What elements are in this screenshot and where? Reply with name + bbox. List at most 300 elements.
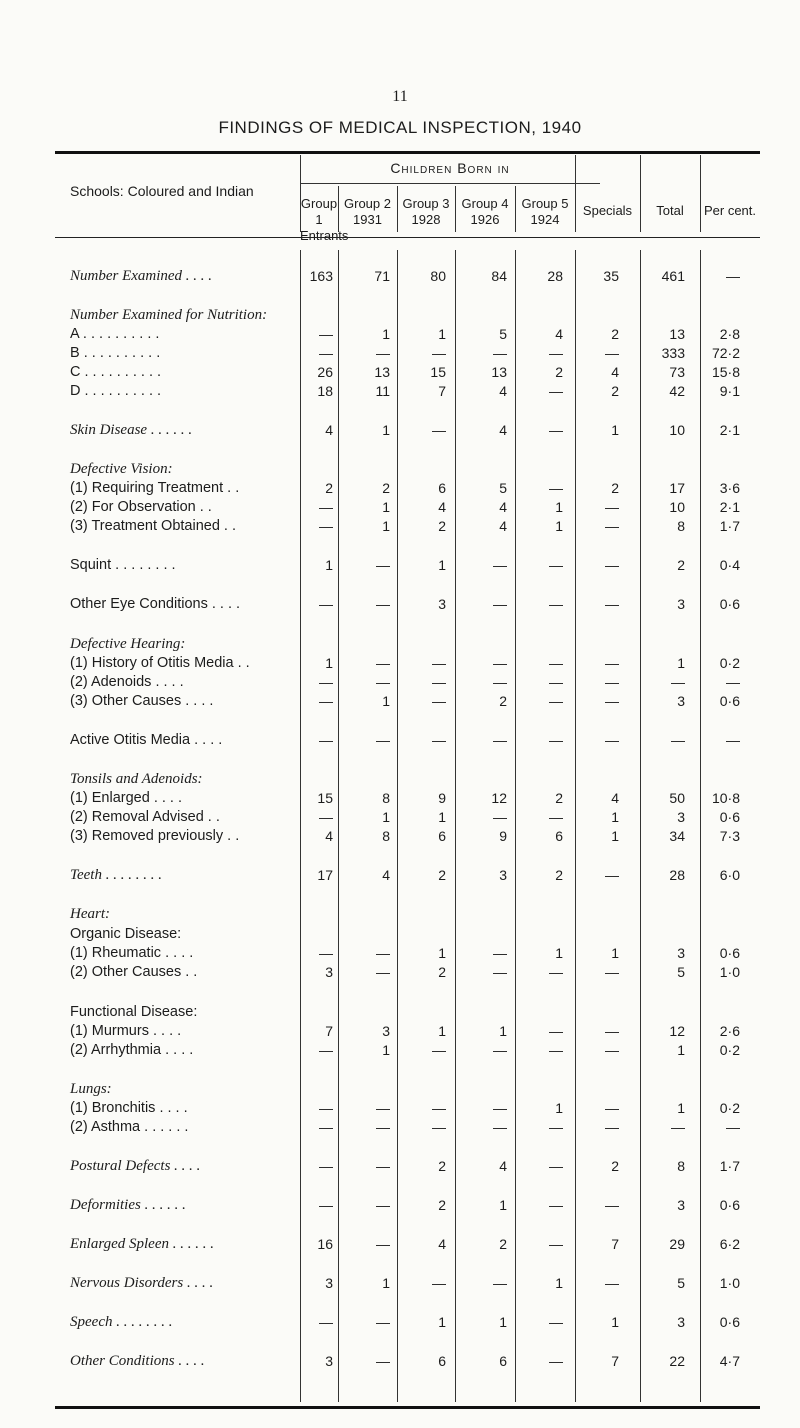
table-row (55, 926, 760, 946)
table-cell: 1 (438, 557, 446, 573)
table-cell: 17 (317, 867, 333, 883)
table-cell: — (605, 732, 619, 748)
table-cell: 22 (669, 1353, 685, 1369)
table-row (55, 480, 760, 500)
row-label: Organic Disease: (70, 926, 182, 942)
table-cell: — (726, 732, 740, 748)
table-cell: 4 (611, 790, 619, 806)
table-cell: 9 (499, 828, 507, 844)
table-cell: 1 (555, 1100, 563, 1116)
table-cell: 3 (438, 596, 446, 612)
table-cell: 1 (677, 1042, 685, 1058)
header-rule (55, 237, 760, 238)
table-cell: 35 (603, 268, 619, 284)
table-cell: 1 (499, 1314, 507, 1330)
table-cell: — (493, 557, 507, 573)
table-cell: 1 (438, 1023, 446, 1039)
table-cell: 2 (325, 480, 333, 496)
table-cell: — (549, 1119, 563, 1135)
table-cell: 13 (374, 364, 390, 380)
table-cell: — (549, 345, 563, 361)
column-header-line1: Total (656, 203, 684, 218)
row-label: D . . . . . . . . . . (70, 383, 162, 399)
table-cell: — (432, 674, 446, 690)
table-cell: 2 (555, 790, 563, 806)
table-cell: — (319, 1119, 333, 1135)
table-cell: 15 (317, 790, 333, 806)
table-cell: 28 (669, 867, 685, 883)
table-cell: 1·7 (719, 1158, 740, 1174)
table-cell: 7 (611, 1353, 619, 1369)
table-cell: — (605, 1100, 619, 1116)
table-cell: — (319, 809, 333, 825)
row-label: (2) Adenoids . . . . (70, 674, 184, 690)
table-cell: — (493, 674, 507, 690)
table-cell: — (605, 964, 619, 980)
table-cell: — (432, 345, 446, 361)
table-cell: 1·7 (719, 518, 740, 534)
table-cell: 0·6 (719, 596, 740, 612)
table-row (55, 364, 760, 384)
table-cell: 0·6 (719, 1314, 740, 1330)
table-cell: — (493, 732, 507, 748)
table-row (55, 326, 760, 346)
table-cell: — (376, 1353, 390, 1369)
table-cell: — (376, 1100, 390, 1116)
table-cell: 1 (677, 655, 685, 671)
table-cell: 4 (499, 383, 507, 399)
table-cell: 15 (430, 364, 446, 380)
table-cell: 4 (555, 326, 563, 342)
table-row (55, 636, 760, 656)
table-cell: — (605, 867, 619, 883)
row-label: (2) For Observation . . (70, 499, 212, 515)
table-cell: 8 (382, 828, 390, 844)
table-cell: — (319, 693, 333, 709)
page-title: FINDINGS OF MEDICAL INSPECTION, 1940 (218, 118, 582, 137)
table-row (55, 693, 760, 713)
row-label: (2) Asthma . . . . . . (70, 1119, 189, 1135)
table-cell: 1 (555, 499, 563, 515)
table-cell: — (549, 809, 563, 825)
table-row (55, 422, 760, 442)
row-label: Heart: (70, 906, 110, 922)
table-cell: 1 (611, 828, 619, 844)
row-label: Defective Hearing: (70, 636, 186, 652)
table-cell: 73 (669, 364, 685, 380)
table-cell: 3 (677, 945, 685, 961)
table-cell: — (319, 732, 333, 748)
table-cell: 8 (677, 1158, 685, 1174)
table-cell: 1·0 (719, 1275, 740, 1291)
table-cell: 0·6 (719, 809, 740, 825)
table-cell: 71 (374, 268, 390, 284)
column-header-line2: Entrants (300, 228, 349, 243)
column-header (515, 196, 575, 228)
row-label: Tonsils and Adenoids: (70, 771, 203, 787)
table-cell: 2 (499, 1236, 507, 1252)
table-cell: — (605, 499, 619, 515)
table-cell: 3 (325, 1353, 333, 1369)
row-label: (2) Other Causes . . (70, 964, 198, 980)
table-cell: — (549, 674, 563, 690)
table-cell: — (549, 422, 563, 438)
table-cell: 2·8 (719, 326, 740, 342)
table-cell: 6 (438, 480, 446, 496)
table-row (55, 1275, 760, 1295)
table-row (55, 383, 760, 403)
row-label: (1) Murmurs . . . . (70, 1023, 182, 1039)
table-cell: 3·6 (719, 480, 740, 496)
row-label: (2) Removal Advised . . (70, 809, 220, 825)
table-cell: 10 (669, 499, 685, 515)
table-row (55, 1314, 760, 1334)
table-cell: — (376, 674, 390, 690)
table-cell: 13 (669, 326, 685, 342)
table-cell: 1 (438, 945, 446, 961)
table-cell: 0·6 (719, 693, 740, 709)
table-cell: 0·2 (719, 655, 740, 671)
table-row (55, 345, 760, 365)
column-rule (300, 155, 301, 232)
table-row (55, 1004, 760, 1024)
table-row (55, 1197, 760, 1217)
table-cell: — (493, 964, 507, 980)
table-cell: 3 (677, 1314, 685, 1330)
table-cell: 84 (491, 268, 507, 284)
table-cell: 8 (677, 518, 685, 534)
table-cell: 7 (438, 383, 446, 399)
row-label: Defective Vision: (70, 461, 173, 477)
table-row (55, 1119, 760, 1139)
row-label: (1) Enlarged . . . . (70, 790, 183, 806)
table-cell: 3 (677, 693, 685, 709)
table-cell: 11 (375, 383, 390, 399)
column-header (700, 203, 760, 219)
table-cell: — (493, 1100, 507, 1116)
table-cell: 5 (499, 480, 507, 496)
column-header (338, 196, 397, 228)
table-cell: 28 (547, 268, 563, 284)
row-label: Teeth . . . . . . . . (70, 867, 162, 883)
table-cell: 1 (382, 499, 390, 515)
table-row (55, 1042, 760, 1062)
table-row (55, 307, 760, 327)
table-cell: — (319, 945, 333, 961)
table-cell: 2 (438, 867, 446, 883)
table-cell: 2 (611, 480, 619, 496)
row-label: Deformities . . . . . . (70, 1197, 186, 1213)
table-cell: 1 (611, 945, 619, 961)
table-cell: — (493, 655, 507, 671)
row-label: (3) Other Causes . . . . (70, 693, 214, 709)
top-rule (55, 151, 760, 154)
row-label: Enlarged Spleen . . . . . . (70, 1236, 215, 1252)
table-row (55, 1081, 760, 1101)
table-cell: 6 (438, 1353, 446, 1369)
table-cell: — (319, 596, 333, 612)
table-cell: 4 (382, 867, 390, 883)
table-cell: 3 (325, 964, 333, 980)
table-cell: 4 (438, 1236, 446, 1252)
table-cell: 3 (677, 596, 685, 612)
column-header-line1: Specials (582, 203, 633, 218)
table-cell: 9·1 (719, 383, 740, 399)
table-cell: 4 (611, 364, 619, 380)
table-cell: — (319, 1158, 333, 1174)
table-row (55, 809, 760, 829)
row-label: (1) Bronchitis . . . . (70, 1100, 188, 1116)
table-cell: 0·6 (719, 945, 740, 961)
table-cell: 461 (661, 268, 685, 284)
table-cell: 12 (669, 1023, 685, 1039)
table-cell: — (432, 732, 446, 748)
column-header (640, 203, 700, 219)
table-row (55, 867, 760, 887)
table-cell: 1 (438, 1314, 446, 1330)
table-cell: 1·0 (719, 964, 740, 980)
table-cell: 42 (669, 383, 685, 399)
table-cell: 10·8 (711, 790, 740, 806)
table-row (55, 906, 760, 926)
column-rule (338, 186, 339, 232)
table-cell: 2 (438, 518, 446, 534)
column-header-line2: 1926 (470, 212, 500, 227)
table-cell: — (549, 1023, 563, 1039)
table-cell: 2 (677, 557, 685, 573)
table-cell: 1 (325, 655, 333, 671)
column-header-line2: 1924 (530, 212, 560, 227)
table-cell: 12 (491, 790, 507, 806)
table-cell: 4 (325, 422, 333, 438)
table-row (55, 964, 760, 984)
table-cell: 7·3 (719, 828, 740, 844)
table-cell: 2 (382, 480, 390, 496)
table-cell: — (605, 518, 619, 534)
table-cell: 4 (499, 518, 507, 534)
table-cell: 1 (382, 693, 390, 709)
table-cell: — (376, 945, 390, 961)
table-cell: 0·4 (719, 557, 740, 573)
table-row (55, 674, 760, 694)
table-cell: — (319, 326, 333, 342)
column-rule (397, 186, 398, 232)
table-cell: 6 (438, 828, 446, 844)
row-label: Other Eye Conditions . . . . (70, 596, 241, 612)
table-cell: 34 (669, 828, 685, 844)
table-cell: 6·2 (719, 1236, 740, 1252)
children-born-in-header: Children Born in (390, 160, 510, 176)
table-cell: — (549, 1236, 563, 1252)
table-cell: 2 (555, 364, 563, 380)
table-cell: — (376, 964, 390, 980)
table-cell: — (671, 1119, 685, 1135)
table-cell: 1 (611, 809, 619, 825)
table-cell: — (549, 1197, 563, 1213)
table-cell: 15·8 (711, 364, 740, 380)
table-row (55, 945, 760, 965)
table-cell: — (376, 1236, 390, 1252)
table-row (55, 1158, 760, 1178)
table-cell: 17 (669, 480, 685, 496)
table-row (55, 1100, 760, 1120)
table-cell: 1 (555, 945, 563, 961)
table-cell: 1 (382, 422, 390, 438)
table-cell: 1 (438, 326, 446, 342)
table-cell: — (432, 1119, 446, 1135)
row-label: Nervous Disorders . . . . (70, 1275, 214, 1291)
table-cell: 80 (430, 268, 446, 284)
column-header-line1: Group 1 (300, 196, 338, 227)
table-cell: — (493, 809, 507, 825)
table-cell: — (549, 732, 563, 748)
table-cell: — (432, 1275, 446, 1291)
table-cell: — (376, 1158, 390, 1174)
table-cell: 1 (382, 1042, 390, 1058)
table-cell: — (319, 499, 333, 515)
table-cell: 2 (438, 964, 446, 980)
table-cell: 1 (499, 1023, 507, 1039)
table-cell: — (605, 1275, 619, 1291)
column-header-line2: 1931 (353, 212, 382, 227)
table-cell: — (671, 732, 685, 748)
table-cell: — (549, 655, 563, 671)
table-cell: — (319, 1314, 333, 1330)
table-cell: — (376, 596, 390, 612)
table-cell: — (493, 1042, 507, 1058)
table-cell: 3 (382, 1023, 390, 1039)
column-header-line1: Group 2 (344, 196, 391, 211)
table-cell: — (605, 557, 619, 573)
table-cell: — (493, 945, 507, 961)
row-label: (1) History of Otitis Media . . (70, 655, 250, 671)
table-row (55, 771, 760, 791)
column-rule (455, 186, 456, 232)
row-label: Lungs: (70, 1081, 112, 1097)
table-cell: 13 (491, 364, 507, 380)
row-label: (2) Arrhythmia . . . . (70, 1042, 194, 1058)
table-cell: 5 (499, 326, 507, 342)
table-cell: — (432, 422, 446, 438)
table-cell: 1 (555, 1275, 563, 1291)
table-cell: — (549, 964, 563, 980)
column-header-line1: Group 5 (521, 196, 569, 211)
column-rule (700, 155, 701, 232)
table-cell: 10 (669, 422, 685, 438)
row-label: Other Conditions . . . . (70, 1353, 205, 1369)
table-cell: 50 (669, 790, 685, 806)
row-label: (3) Removed previously . . (70, 828, 240, 844)
table-cell: 7 (611, 1236, 619, 1252)
row-label: Skin Disease . . . . . . (70, 422, 193, 438)
table-cell: 6 (555, 828, 563, 844)
table-cell: — (493, 345, 507, 361)
table-row (55, 790, 760, 810)
column-header-line1: Group 3 (402, 196, 450, 211)
row-label: C . . . . . . . . . . (70, 364, 162, 380)
table-cell: 2 (611, 383, 619, 399)
table-cell: 3 (325, 1275, 333, 1291)
table-row (55, 1353, 760, 1373)
table-cell: — (319, 345, 333, 361)
table-cell: 4 (499, 422, 507, 438)
table-cell: — (432, 1042, 446, 1058)
table-cell: — (549, 1158, 563, 1174)
table-cell: — (319, 1042, 333, 1058)
table-cell: 1 (555, 518, 563, 534)
row-label: (1) Rheumatic . . . . (70, 945, 194, 961)
table-cell: 1 (382, 518, 390, 534)
table-row (55, 1023, 760, 1043)
table-cell: 29 (669, 1236, 685, 1252)
table-cell: — (376, 557, 390, 573)
column-header-line1: Group 4 (461, 196, 509, 211)
table-cell: — (376, 1197, 390, 1213)
table-cell: — (319, 518, 333, 534)
table-cell: — (376, 655, 390, 671)
table-cell: 0·2 (719, 1100, 740, 1116)
table-cell: — (432, 655, 446, 671)
table-cell: — (605, 1042, 619, 1058)
table-cell: — (726, 268, 740, 284)
table-cell: 333 (661, 345, 685, 361)
table-row (55, 828, 760, 848)
table-cell: — (493, 596, 507, 612)
table-cell: 2 (438, 1158, 446, 1174)
table-cell: — (605, 1119, 619, 1135)
table-cell: 8 (382, 790, 390, 806)
table-cell: — (432, 1100, 446, 1116)
table-cell: 18 (317, 383, 333, 399)
column-header (455, 196, 515, 228)
table-cell: 9 (438, 790, 446, 806)
table-cell: 2 (499, 693, 507, 709)
table-cell: — (605, 655, 619, 671)
table-row (55, 596, 760, 616)
table-cell: — (376, 732, 390, 748)
table-cell: — (549, 693, 563, 709)
column-header-line1: Per cent. (703, 203, 757, 218)
row-label: Active Otitis Media . . . . (70, 732, 223, 748)
table-cell: — (493, 1119, 507, 1135)
table-cell: 1 (611, 422, 619, 438)
table-row (55, 732, 760, 752)
row-label: B . . . . . . . . . . (70, 345, 161, 361)
children-header-rule (300, 183, 600, 184)
schools-header: Schools: Coloured and Indian (70, 183, 254, 199)
table-cell: 16 (317, 1236, 333, 1252)
table-cell: 3 (499, 867, 507, 883)
row-label: Functional Disease: (70, 1004, 198, 1020)
table-cell: 2 (438, 1197, 446, 1213)
table-cell: 1 (677, 1100, 685, 1116)
table-cell: — (726, 1119, 740, 1135)
table-cell: — (376, 345, 390, 361)
table-cell: — (549, 557, 563, 573)
table-cell: 72·2 (711, 345, 740, 361)
table-row (55, 268, 760, 288)
row-label: A . . . . . . . . . . (70, 326, 160, 342)
row-label: Number Examined for Nutrition: (70, 307, 268, 323)
column-rule (640, 155, 641, 232)
table-cell: 1 (325, 557, 333, 573)
table-cell: 3 (677, 809, 685, 825)
column-header (397, 196, 455, 228)
table-row (55, 518, 760, 538)
row-label: (1) Requiring Treatment . . (70, 480, 240, 496)
table-cell: — (319, 1197, 333, 1213)
table-cell: 4 (499, 1158, 507, 1174)
